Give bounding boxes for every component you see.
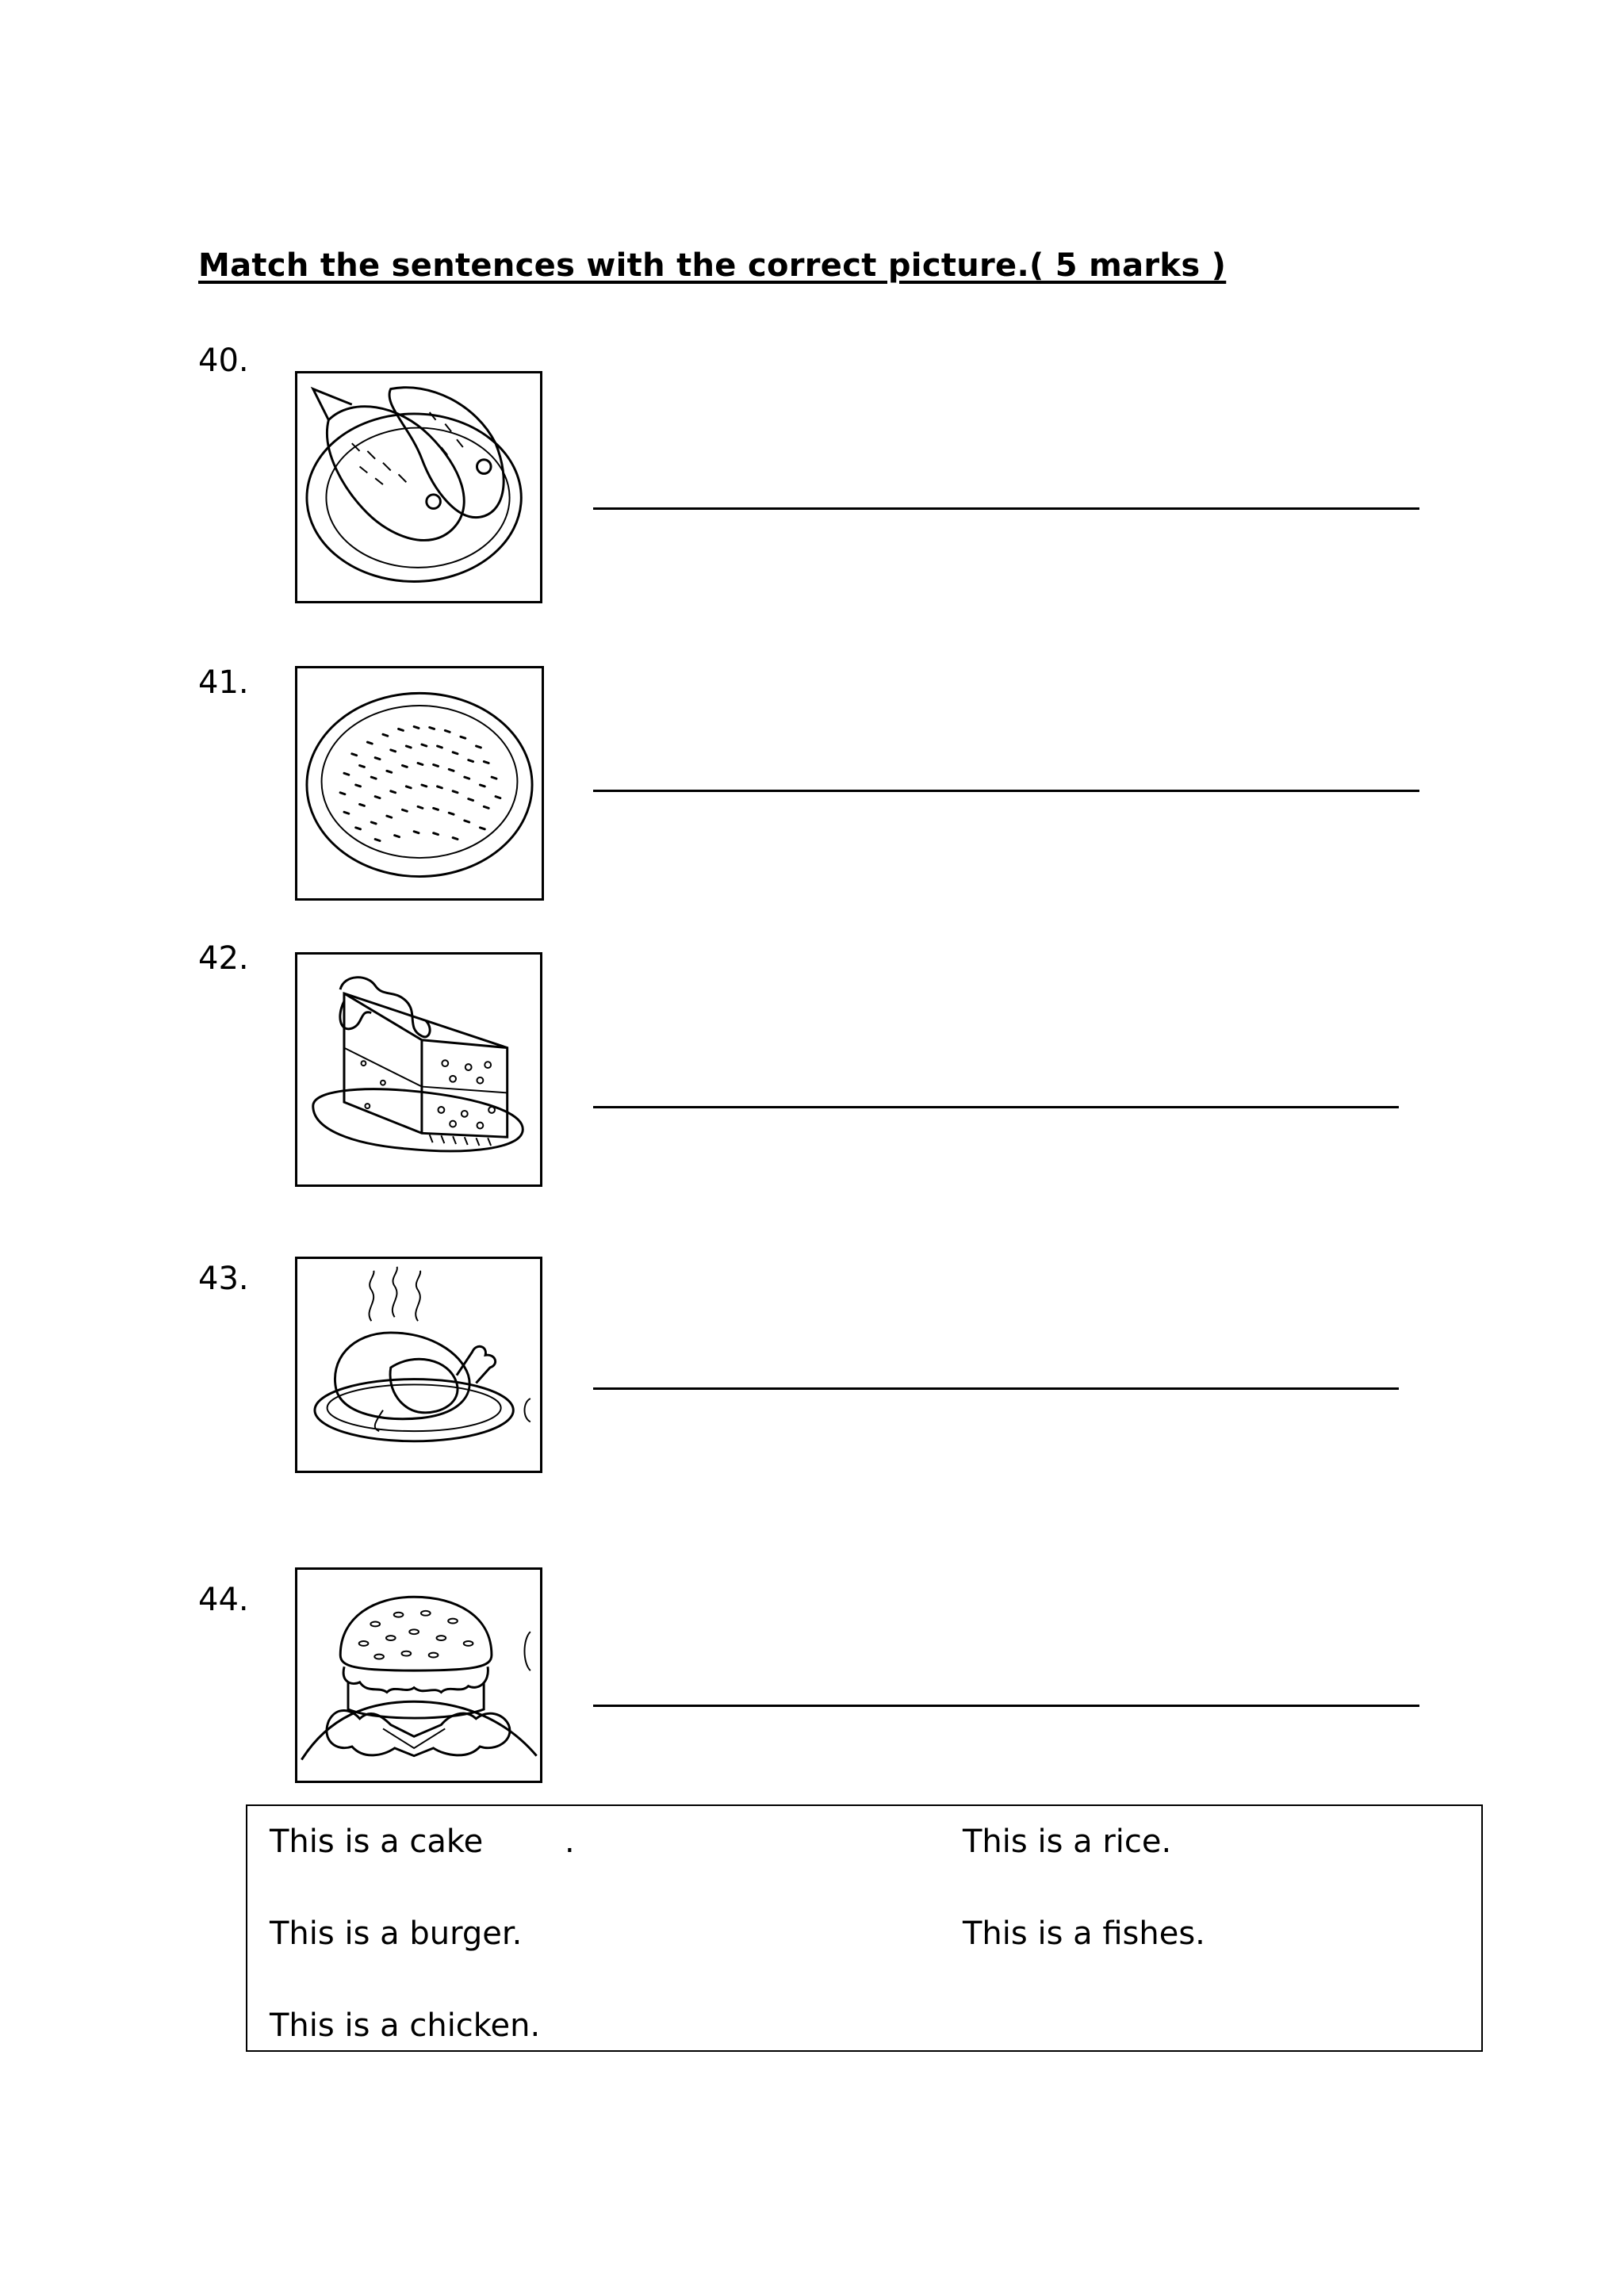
answer-line-40[interactable] [593,507,1419,510]
cake-slice-picture [295,952,542,1187]
option-rice[interactable]: This is a rice. [963,1823,1172,1860]
rice-plate-picture [295,666,544,901]
roast-chicken-icon [297,1259,540,1471]
question-number-40: 40. [198,342,249,379]
burger-icon [297,1570,540,1781]
fish-plate-picture [295,371,542,603]
roast-chicken-picture [295,1257,542,1473]
sentence-options-box [246,1804,1483,2052]
question-number-41: 41. [198,664,249,701]
answer-line-44[interactable] [593,1705,1419,1707]
rice-plate-icon [297,668,542,898]
answer-line-43[interactable] [593,1387,1399,1390]
option-fishes[interactable]: This is a fishes. [963,1915,1205,1952]
answer-line-42[interactable] [593,1106,1399,1108]
option-stray-period: . [565,1823,575,1860]
instruction-heading: Match the sentences with the correct picture.( 5 marks ) [198,247,1227,284]
answer-line-41[interactable] [593,790,1419,792]
fish-plate-icon [297,373,540,601]
option-chicken[interactable]: This is a chicken. [270,2007,541,2044]
option-cake[interactable]: This is a cake [270,1823,484,1860]
question-number-44: 44. [198,1582,249,1618]
question-number-43: 43. [198,1261,249,1297]
cake-slice-icon [297,955,540,1184]
option-burger[interactable]: This is a burger. [270,1915,523,1952]
burger-picture [295,1567,542,1783]
question-number-42: 42. [198,940,249,977]
